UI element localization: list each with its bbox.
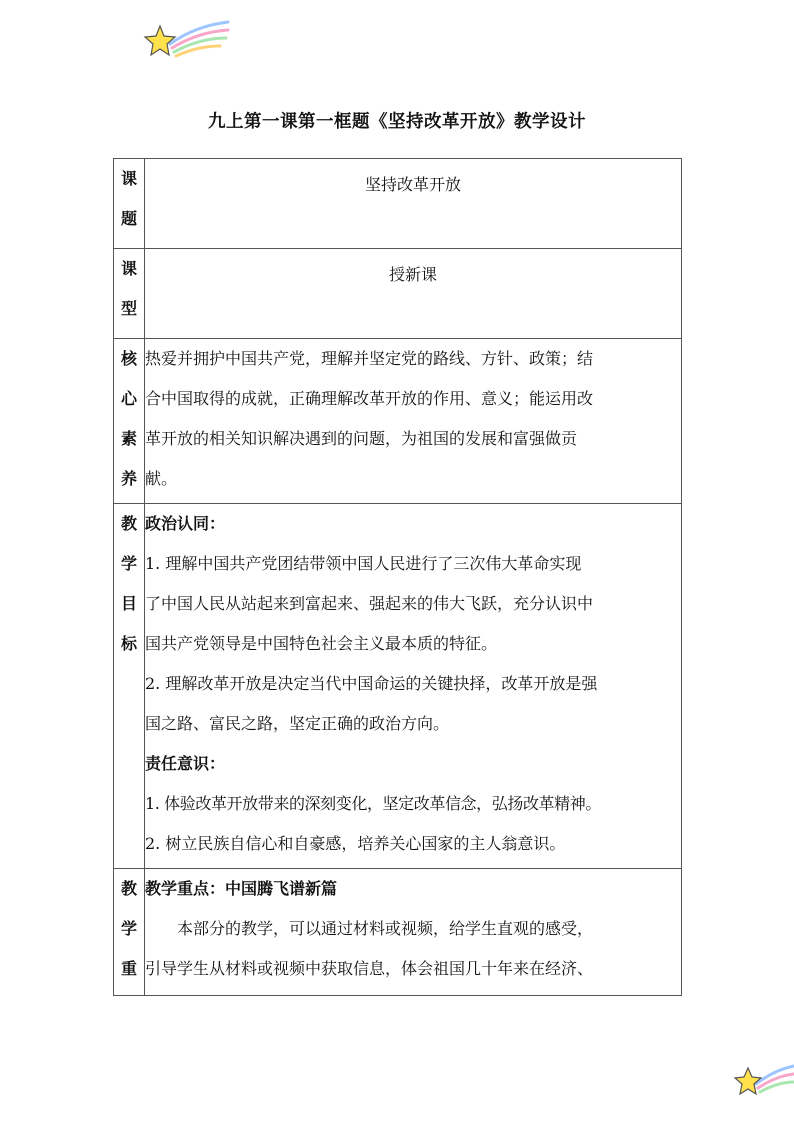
label-char: 课 [120, 259, 137, 278]
keypoints-content [145, 869, 682, 996]
label-char: 学 [120, 919, 137, 938]
row-label-type [114, 249, 145, 339]
text-line: 引导学生从材料或视频中获取信息，体会祖国几十年来在经济、 [145, 959, 594, 978]
label-char: 学 [120, 554, 137, 573]
text-line: 本部分的教学，可以通过材料或视频，给学生直观的感受， [177, 919, 594, 938]
text-line: 1. 理解中国共产党团结带领中国人民进行了三次伟大革命实现 [145, 554, 582, 573]
label-char: 型 [120, 299, 137, 318]
text-line: 2. 树立民族自信心和自豪感，培养关心国家的主人翁意识。 [145, 834, 566, 853]
type-value: 授新课 [145, 249, 682, 339]
table-row-objectives [114, 504, 682, 869]
text-line: 1. 体验改革开放带来的深刻变化，坚定改革信念，弘扬改革精神。 [145, 794, 601, 813]
table-row-topic [114, 159, 682, 249]
text-line: 合中国取得的成就，正确理解改革开放的作用、意义；能运用改 [145, 389, 594, 408]
text-line: 国之路、富民之路，坚定正确的政治方向。 [145, 714, 450, 733]
section-heading: 政治认同： [145, 514, 226, 533]
label-char: 素 [120, 429, 137, 448]
text-line: 了中国人民从站起来到富起来、强起来的伟大飞跃，充分认识中 [145, 594, 594, 613]
shooting-star-icon [732, 1062, 794, 1102]
section-heading: 教学重点：中国腾飞谱新篇 [145, 879, 338, 898]
label-char: 课 [120, 169, 137, 188]
label-char: 教 [120, 879, 137, 898]
shooting-star-icon [140, 18, 230, 64]
label-char: 标 [120, 634, 137, 653]
objectives-content [145, 504, 682, 869]
topic-value: 坚持改革开放 [145, 159, 682, 249]
label-char: 题 [120, 209, 137, 228]
label-char: 教 [120, 514, 137, 533]
row-label-objectives [114, 504, 145, 869]
competency-content [145, 339, 682, 504]
table-row-competency [114, 339, 682, 504]
row-label-keypoints [114, 869, 145, 996]
section-heading: 责任意识： [145, 754, 226, 773]
text-line: 革开放的相关知识解决遇到的问题，为祖国的发展和富强做贡 [145, 429, 578, 448]
label-char: 养 [120, 469, 137, 488]
lesson-plan-table [113, 158, 682, 996]
row-label-topic [114, 159, 145, 249]
label-char: 心 [120, 389, 137, 408]
label-char: 核 [120, 349, 137, 368]
text-line: 献。 [145, 469, 178, 488]
table-row-keypoints [114, 869, 682, 996]
label-char: 重 [120, 959, 137, 978]
text-line: 热爱并拥护中国共产党，理解并坚定党的路线、方针、政策；结 [145, 349, 594, 368]
page-title: 九上第一课第一框题《坚持改革开放》教学设计 [208, 112, 586, 132]
text-line: 国共产党领导是中国特色社会主义最本质的特征。 [145, 634, 498, 653]
table-row-type [114, 249, 682, 339]
row-label-competency [114, 339, 145, 504]
text-line: 2. 理解改革开放是决定当代中国命运的关键抉择，改革开放是强 [145, 674, 598, 693]
label-char: 目 [120, 594, 137, 613]
